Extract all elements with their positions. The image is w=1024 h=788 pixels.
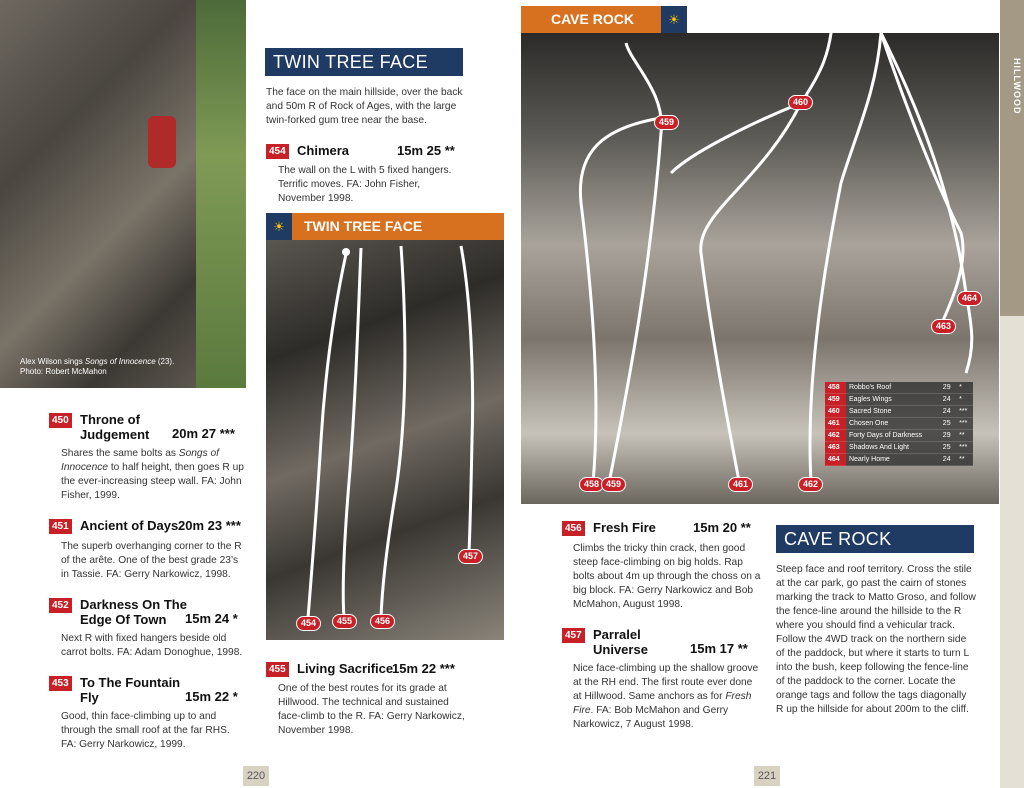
route-name: Darkness On The Edge Of Town bbox=[80, 597, 187, 627]
legend-row: 463 Shadows And Light 25 *** bbox=[825, 442, 973, 454]
route-description: Climbs the tricky thin crack, then good steep face-climbing on big holds. Rap bolts about 4m up through the choss on a big block. FA: Gerry Narkowicz and Bob McMahon, August 1998. bbox=[573, 543, 761, 610]
route-marker: 454 bbox=[296, 616, 321, 631]
route-meta: 15m 22 *** bbox=[392, 661, 455, 676]
page-number-right: 221 bbox=[754, 766, 780, 786]
sun-icon: ☀ bbox=[266, 213, 292, 240]
anchor-icon bbox=[342, 248, 350, 256]
route-number: 452 bbox=[49, 598, 72, 613]
route-marker: 463 bbox=[931, 319, 956, 334]
climber-photo bbox=[0, 0, 246, 388]
route-marker: 459 bbox=[601, 477, 626, 492]
twin-tree-topo-photo bbox=[266, 240, 504, 640]
route-meta: 15m 25 ** bbox=[397, 143, 455, 158]
cave-rock-topo-photo bbox=[521, 33, 999, 504]
route-number: 456 bbox=[562, 521, 585, 536]
route-name: To The Fountain Fly bbox=[80, 675, 181, 705]
route-description: Next R with fixed hangers beside old carrot bolts. FA: Adam Donoghue, 1998. bbox=[61, 633, 243, 658]
route-marker: 455 bbox=[332, 614, 357, 629]
route-marker: 457 bbox=[458, 549, 483, 564]
route-description: The superb overhanging corner to the R of the arête. One of the best grade 23’s in Tassie. FA: Gerry Narkowicz, 1998. bbox=[61, 541, 242, 580]
route-name: Ancient of Days bbox=[80, 518, 179, 533]
route-line-454 bbox=[308, 254, 346, 618]
side-tab-label: HILLWOOD bbox=[1012, 58, 1022, 115]
side-tab-lower bbox=[1000, 316, 1024, 788]
route-number: 457 bbox=[562, 628, 585, 643]
route-meta: 15m 17 ** bbox=[690, 641, 748, 656]
topo-title-twin-tree: TWIN TREE FACE bbox=[292, 213, 504, 240]
route-marker: 459 bbox=[654, 115, 679, 130]
side-tab bbox=[1000, 0, 1024, 316]
climber-figure bbox=[148, 116, 176, 168]
sun-icon: ☀ bbox=[661, 6, 687, 33]
route-meta: 15m 22 * bbox=[185, 689, 238, 704]
route-meta: 20m 23 *** bbox=[178, 518, 241, 533]
legend-row: 458 Robbo's Roof 29 * bbox=[825, 382, 973, 394]
route-description: The wall on the L with 5 fixed hangers. Terrific moves. FA: John Fisher, November 1998. bbox=[278, 165, 452, 204]
topo-title-cave-rock: CAVE ROCK bbox=[521, 6, 661, 33]
route-meta: 15m 24 * bbox=[185, 611, 238, 626]
route-line-455 bbox=[343, 248, 361, 618]
legend-row: 464 Nearly Home 24 ** bbox=[825, 454, 973, 466]
route-name: Parralel Universe bbox=[593, 627, 648, 657]
route-legend bbox=[825, 382, 973, 466]
legend-row: 459 Eagles Wings 24 * bbox=[825, 394, 973, 406]
route-name: Chimera bbox=[297, 143, 350, 158]
route-line-456 bbox=[381, 246, 405, 618]
page-number-left: 220 bbox=[243, 766, 269, 786]
route-marker: 462 bbox=[798, 477, 823, 492]
route-marker: 460 bbox=[788, 95, 813, 110]
route-meta: 15m 20 ** bbox=[693, 520, 751, 535]
route-marker: 464 bbox=[957, 291, 982, 306]
route-name: Living Sacrifice bbox=[297, 661, 394, 676]
legend-row: 460 Sacred Stone 24 *** bbox=[825, 406, 973, 418]
route-marker: 458 bbox=[579, 477, 604, 492]
section-title-twin-tree: TWIN TREE FACE bbox=[265, 48, 463, 76]
route-number: 450 bbox=[49, 413, 72, 428]
route-marker: 461 bbox=[728, 477, 753, 492]
route-number: 454 bbox=[266, 144, 289, 159]
route-description: Good, thin face-climbing up to and through the small roof at the far RHS. FA: Gerry Narkowicz, 1999. bbox=[61, 711, 230, 750]
section-description: The face on the main hillside, over the back and 50m R of Rock of Ages, with the large twin-forked gum tree near the base. bbox=[266, 87, 463, 126]
route-name: Throne of Judgement bbox=[80, 412, 150, 442]
route-description: Nice face-climbing up the shallow groove at the RH end. The first route ever done at Hillwood. Same anchors as for Fresh Fire. FA: Bob McMahon and Gerry Narkowicz, 7 August 1998. bbox=[573, 663, 759, 730]
route-lines bbox=[266, 240, 504, 640]
route-meta: 20m 27 *** bbox=[172, 426, 235, 441]
section-description: Steep face and roof territory. Cross the stile at the car park, go past the cairn of stones marking the track to Matto Groso, and follow the fence-line around the hillside to the R where you should find a vehicular track. Follow the 4WD track on the northern side of the paddock, but where it starts to turn L into the bush, keep following the fence-line of the paddock to the corner. Locate the orange tags and follow the tags diagonally R up the hillside for about 200m to the cliff. bbox=[776, 564, 976, 715]
photo-caption: Alex Wilson sings Songs of Innocence (23). Photo: Robert McMahon bbox=[20, 357, 175, 376]
route-number: 453 bbox=[49, 676, 72, 691]
route-description: One of the best routes for its grade at Hillwood. The technical and sustained face-climb to the R. FA: Gerry Narkowicz, November 1998. bbox=[278, 683, 465, 736]
legend-row: 462 Forty Days of Darkness 29 ** bbox=[825, 430, 973, 442]
route-description: Shares the same bolts as Songs of Innocence to half height, then goes R up the ever-increasing steep wall. FA: John Fisher, 1999. bbox=[61, 448, 244, 501]
section-title-cave-rock: CAVE ROCK bbox=[776, 525, 974, 553]
route-number: 451 bbox=[49, 519, 72, 534]
legend-row: 461 Chosen One 25 *** bbox=[825, 418, 973, 430]
route-line-457 bbox=[461, 246, 473, 552]
route-name: Fresh Fire bbox=[593, 520, 656, 535]
route-number: 455 bbox=[266, 662, 289, 677]
route-marker: 456 bbox=[370, 614, 395, 629]
